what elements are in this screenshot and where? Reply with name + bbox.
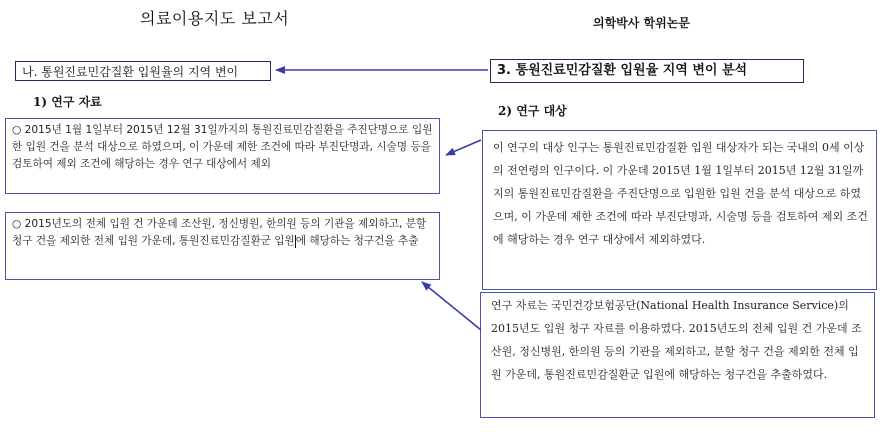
thesis-title: 의학박사 학위논문 xyxy=(593,16,690,30)
right-section-title: 3. 통원진료민감질환 입원율 지역 변이 분석 xyxy=(490,59,804,83)
right-subheading: 2) 연구 대상 xyxy=(498,104,567,118)
left-box-2-text-b: 에 해당하는 청구건을 추출 xyxy=(295,235,419,247)
left-section-title: 나. 통원진료민감질환 입원율의 지역 변이 xyxy=(15,61,271,81)
box-2-arrow xyxy=(422,282,481,330)
left-box-2-text-a: ○ 2015년도의 전체 입원 건 가운데 조산원, 정신병원, 한의원 등의 기관을 제외하고, 분할 청구 건을 제외한 전체 입원 가운데, 통원진료민감질환군 입원 xyxy=(12,218,427,247)
left-subheading: 1) 연구 자료 xyxy=(33,95,102,109)
right-box-1-text: 이 연구의 대상 인구는 통원진료민감질환 입원 대상자가 되는 국내의 0세 이상의 전연령의 인구이다. 이 가운데 2015년 1월 1일부터 2015년 12월 31일까지의 통원진료민감질환을 주진단명으로 입원한 입원 건을 분석 대상으로 하였으며, 이 가운데 제한 조건에 따라 부진단명과, 시술명 등을 검토하여 제외 조건에 해당하는 경우 연구 대상에서 제외하였다. xyxy=(493,141,868,246)
right-box-2-text: 연구 자료는 국민건강보험공단(National Health Insurance Service)의 2015년도 입원 청구 자료를 이용하였다. 2015년도의 전체 입원 건 가운데 조산원, 정신병원, 한의원 등의 기관을 제외하고, 분할 청구 건을 제외한 전체 입원 가운데, 통원진료민감질환군 입원에 해당하는 청구건을 추출하였다. xyxy=(491,299,862,381)
report-title: 의료이용지도 보고서 xyxy=(140,9,290,28)
box-1-arrow xyxy=(446,140,481,155)
left-box-1-text: ○ 2015년 1월 1일부터 2015년 12월 31일까지의 통원진료민감질환을 주진단명으로 입원한 입원 건을 분석 대상으로 하였으며, 이 가운데 제한 조건에 따라 부진단명과, 시술명 등을 검토하여 제외 조건에 해당하는 경우 연구 대상에서 제외 xyxy=(12,124,433,170)
